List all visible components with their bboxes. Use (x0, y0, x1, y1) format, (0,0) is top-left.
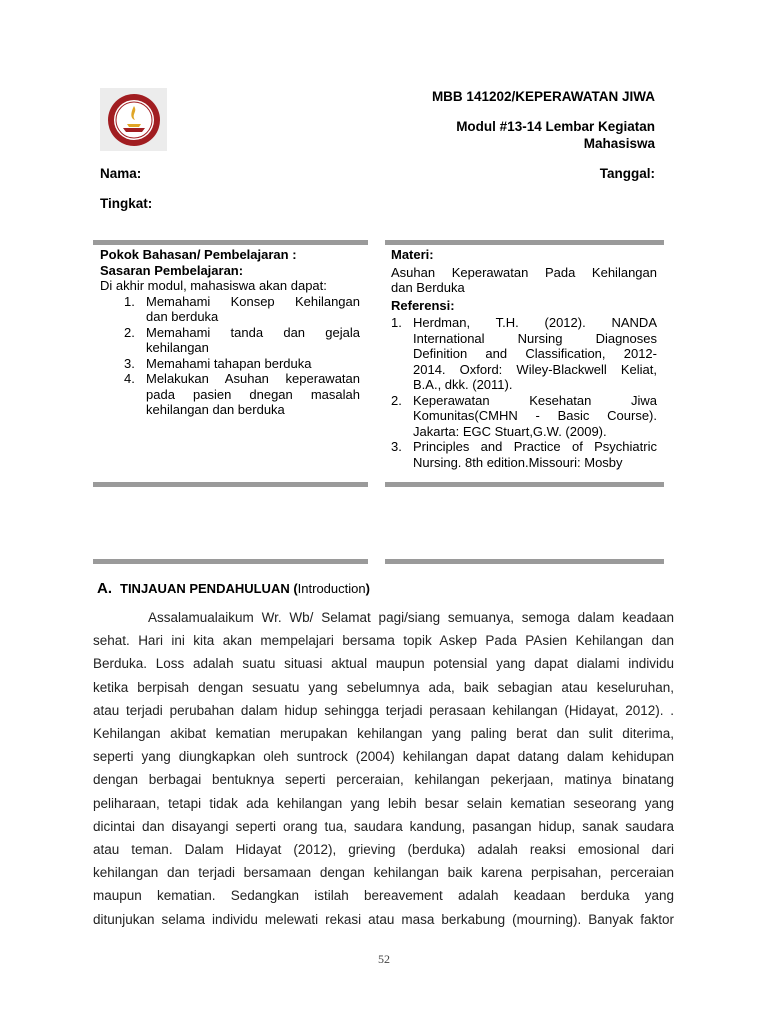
list-item: 1. Herdman, T.H. (2012). NANDA International Nursing Diagnoses Definition and Classification, 2012- 2014. Oxford: Wiley-Blackwell Keliat, B.A., dkk. (2011). (391, 315, 657, 392)
seal-icon (105, 92, 163, 148)
list-item: 3. Memahami tahapan berduka (124, 355, 312, 371)
module-title-line1: Modul #13-14 Lembar Kegiatan (456, 119, 655, 134)
tanggal-label: Tanggal: (599, 166, 655, 181)
objectives-list (100, 294, 360, 418)
materi-label: Materi: (391, 247, 434, 262)
right-box-top-bar (385, 240, 664, 245)
module-title-line2: Mahasiswa (583, 136, 655, 151)
left-separator-bar (93, 559, 368, 564)
page-number: 52 (378, 952, 390, 966)
right-box-bottom-bar (385, 482, 664, 487)
section-title: A. TINJAUAN PENDAHULUAN (Introduction) (97, 580, 370, 597)
list-item: 2. Memahami tanda dan gejala kehilangan (124, 324, 360, 355)
tingkat-label: Tingkat: (100, 196, 153, 211)
sasaran-title: Sasaran Pembelajaran: (100, 262, 244, 278)
intro-paragraph: Assalamualaikum Wr. Wb/ Selamat pagi/siang semuanya, semoga dalam keadaan sehat. Hari ini kita akan mempelajari bersama topik Askep Pada PAsien Kehilangan dan Berduka. Loss adalah suatu situasi aktual maupun potensial yang dapat dialami individu ketika berpisah dengan sesuatu yang sebelumnya ada, baik sebagian atau keseluruhan, atau terjadi perubahan dalam hidup sehingga terjadi perasaan kehilangan (Hidayat, 2012). . Kehilangan akibat kematian merupakan kehilangan yang paling berat dan sulit diterima, seperti yang diungkapkan oleh suntrock (2004) kehilangan dapat datang dalam kehidupan dengan berbagai bentuknya seperti perceraian, kehilangan pekerjaan, matinya binatang peliharaan, tetapi tidak ada kehilangan yang lebih besar selain kematian seseorang yang dicintai dan disayangi seperti orang tua, saudara kandung, pasangan hidup, sanak saudara atau teman. Dalam Hidayat (2012), grieving (berduka) adalah reaksi emosional dari kehilangan dan terjadi bersamaan dengan kehilangan baik karena perpisahan, perceraian maupun kematian. Sedangkan istilah bereavement adalah keadaan berduka yang ditunjukan selama individu melewati rekasi atau masa berkabung (mourning). Banyak faktor (93, 610, 674, 927)
materials-box (391, 247, 657, 470)
left-box-bottom-bar (93, 482, 368, 487)
referensi-label: Referensi: (391, 297, 455, 313)
list-item: 3. Principles and Practice of Psychiatric Nursing. 8th edition.Missouri: Mosby (391, 439, 657, 470)
university-logo (100, 88, 167, 151)
course-code: MBB 141202/KEPERAWATAN JIWA (431, 89, 655, 104)
list-item: 4. Melakukan Asuhan keperawatan pada pasien dnegan masalah kehilangan dan berduka (124, 371, 360, 417)
objectives-intro: Di akhir modul, mahasiswa akan dapat: (100, 278, 327, 293)
materi-text: Asuhan Keperawatan Pada Kehilangan dan Berduka (391, 264, 657, 295)
right-separator-bar (385, 559, 664, 564)
module-title (456, 118, 655, 152)
references-list (391, 315, 657, 470)
nama-label: Nama: (100, 166, 142, 181)
left-box-top-bar (93, 240, 368, 245)
pokok-bahasan-title: Pokok Bahasan/ Pembelajaran : (100, 247, 297, 262)
list-item: 1. Memahami Konsep Kehilangan dan berduka (124, 293, 360, 324)
list-item: 2. Keperawatan Kesehatan Jiwa Komunitas(CMHN - Basic Course). Jakarta: EGC Stuart,G.W. (2009). (391, 392, 657, 439)
learning-objectives-box (100, 247, 360, 418)
